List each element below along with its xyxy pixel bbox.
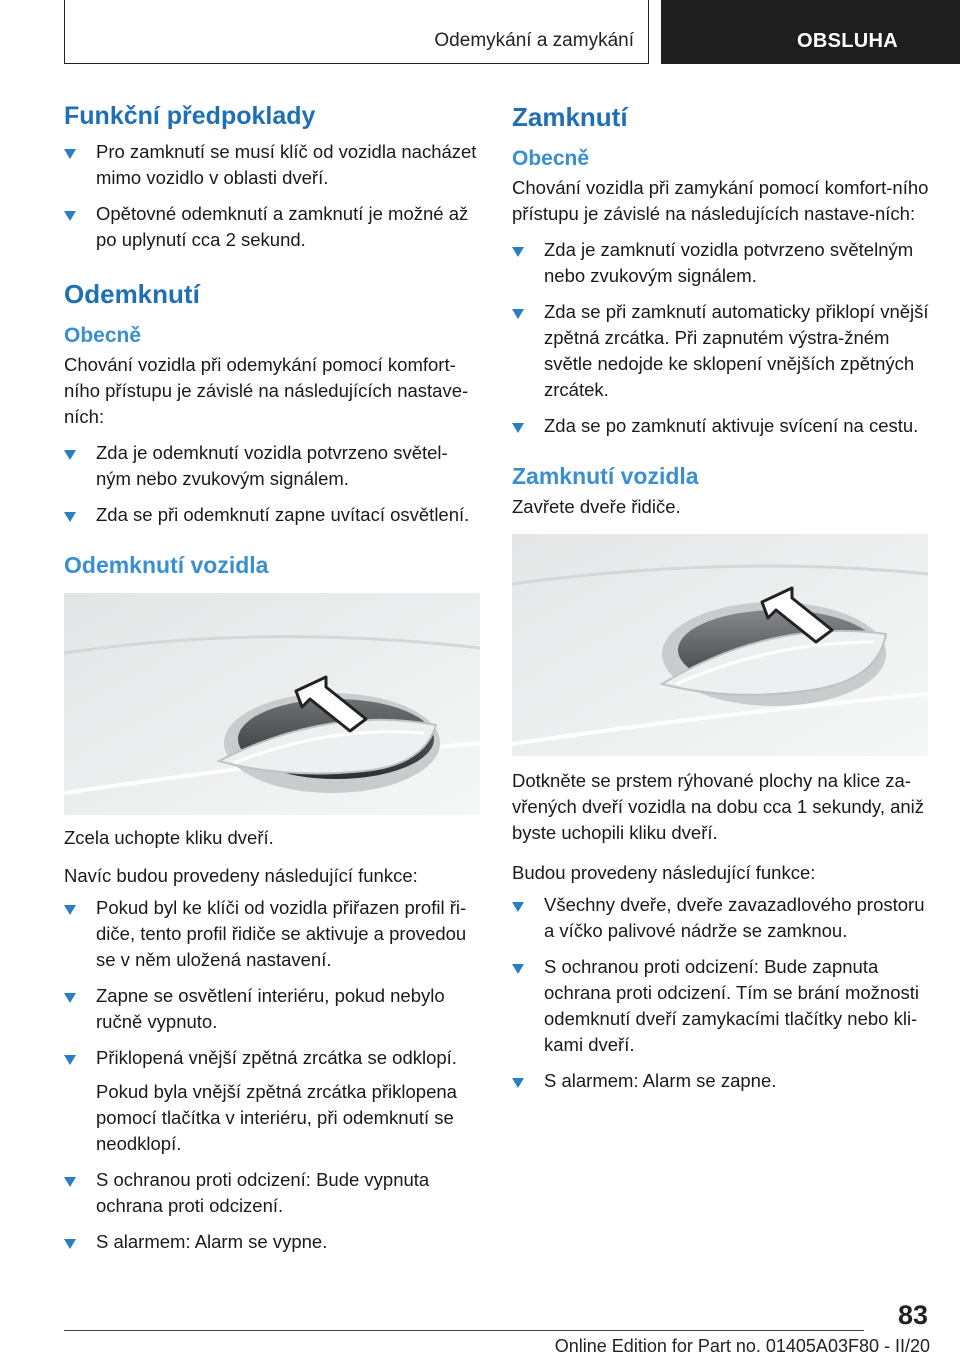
- general-text: Chování vozidla při zamykání pomocí komfort-ního přístupu je závislé na následujících nastave-ních:: [512, 177, 929, 224]
- list-item: Zapne se osvětlení interiéru, pokud nebylo ručně vypnuto.: [64, 983, 482, 1035]
- triangle-bullet-icon: [64, 905, 76, 915]
- functions-intro: Navíc budou provedeny následující funkce:: [64, 865, 418, 886]
- triangle-bullet-icon: [512, 902, 524, 912]
- page-number: 83: [897, 1300, 928, 1330]
- section-title-box: [64, 0, 649, 64]
- list-item: Opětovné odemknutí a zamknutí je možné až po uplynutí cca 2 sekund.: [64, 201, 482, 253]
- triangle-bullet-icon: [64, 211, 76, 221]
- close-doors-instruction: Zavřete dveře řidiče.: [512, 496, 681, 517]
- heading-lock-vehicle: Zamknutí vozidla: [512, 463, 699, 489]
- heading-unlock-vehicle: Odemknutí vozidla: [64, 552, 269, 578]
- list-item: Zda se po zamknutí aktivuje svícení na cestu.: [512, 413, 930, 439]
- door-handle-photo: [512, 534, 928, 756]
- general-text: Chování vozidla při odemykání pomocí komfort-ního přístupu je závislé na následujících nastave-ních:: [64, 354, 469, 427]
- list-item: S alarmem: Alarm se vypne.: [64, 1229, 482, 1255]
- heading-unlock: Odemknutí: [64, 279, 200, 309]
- list-item: Pro zamknutí se musí klíč od vozidla nacházet mimo vozidlo v oblasti dveří.: [64, 139, 482, 191]
- triangle-bullet-icon: [512, 964, 524, 974]
- triangle-bullet-icon: [512, 247, 524, 257]
- triangle-bullet-icon: [64, 450, 76, 460]
- list-item: S ochranou proti odcizení: Bude zapnuta ochrana proti odcizení. Tím se brání možnosti odemknutí dveří zamykacími tlačítky nebo kli-kami dveří.: [512, 954, 930, 1058]
- triangle-bullet-icon: [64, 512, 76, 522]
- triangle-bullet-icon: [512, 423, 524, 433]
- triangle-bullet-icon: [64, 1239, 76, 1249]
- list-item: Všechny dveře, dveře zavazadlového prostoru a víčko palivové nádrže se zamknou.: [512, 892, 930, 944]
- triangle-bullet-icon: [64, 1177, 76, 1187]
- triangle-bullet-icon: [64, 1055, 76, 1065]
- door-handle-photo: [64, 593, 480, 815]
- heading-prerequisites: Funkční předpoklady: [64, 102, 316, 130]
- footer-divider: [64, 1330, 864, 1331]
- list-item: S ochranou proti odcizení: Bude vypnuta ochrana proti odcizení.: [64, 1167, 482, 1219]
- triangle-bullet-icon: [64, 149, 76, 159]
- list-item: S alarmem: Alarm se zapne.: [512, 1068, 930, 1094]
- chapter-tab: [661, 0, 960, 64]
- right-column: [512, 102, 930, 1094]
- list-item: Zda se při zamknutí automaticky přiklopí vnější zpětná zrcátka. Při zapnutém výstra-žném světle nedojde ke sklopení vnějších zpětných zrcátek.: [512, 299, 930, 403]
- list-item: Přiklopená vnější zpětná zrcátka se odklopí.: [64, 1045, 482, 1071]
- list-item: Zda je zamknutí vozidla potvrzeno světelným nebo zvukovým signálem.: [512, 237, 930, 289]
- list-item: Zda se při odemknutí zapne uvítací osvětlení.: [64, 502, 482, 528]
- list-item: Pokud byl ke klíči od vozidla přiřazen profil ři-diče, tento profil řidiče se aktivuje a provedou se v něm uložená nastavení.: [64, 895, 482, 973]
- section-title: Odemykání a zamykání: [434, 30, 634, 51]
- heading-lock: Zamknutí: [512, 102, 628, 132]
- heading-general: Obecně: [64, 324, 142, 347]
- grip-instruction: Zcela uchopte kliku dveří.: [64, 827, 274, 848]
- chapter-tab-label: OBSLUHA: [797, 30, 898, 52]
- triangle-bullet-icon: [64, 993, 76, 1003]
- heading-general: Obecně: [512, 147, 590, 170]
- triangle-bullet-icon: [512, 309, 524, 319]
- mirror-note: Pokud byla vnější zpětná zrcátka přiklopena pomocí tlačítka v interiéru, při odemknutí se neodklopí.: [96, 1081, 457, 1154]
- touch-instruction: Dotkněte se prstem rýhované plochy na klice za-vřených dveří vozidla na dobu cca 1 sekundy, aniž byste uchopili kliku dveří.: [512, 770, 925, 843]
- page-header: [0, 0, 960, 66]
- edition-note: Online Edition for Part no. 01405A03F80 - II/20: [554, 1336, 930, 1356]
- triangle-bullet-icon: [512, 1078, 524, 1088]
- left-column: [64, 102, 482, 1255]
- functions-intro: Budou provedeny následující funkce:: [512, 862, 816, 883]
- list-item: Zda je odemknutí vozidla potvrzeno světel-ným nebo zvukovým signálem.: [64, 440, 482, 492]
